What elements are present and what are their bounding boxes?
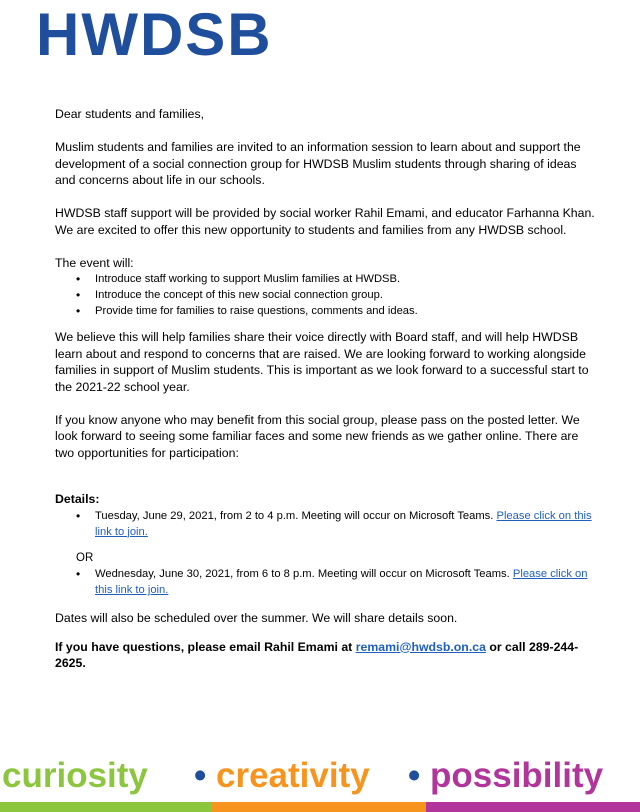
event-item: • Introduce the concept of this new social connection group. xyxy=(55,287,595,303)
event-list xyxy=(55,271,595,319)
footer-dot: • xyxy=(408,756,421,795)
footer-bar-green xyxy=(0,802,212,812)
session-1-text: Tuesday, June 29, 2021, from 2 to 4 p.m. Meeting will occur on Microsoft Teams. xyxy=(95,509,497,522)
hwdsb-logo: HWDSB xyxy=(36,1,273,68)
belief-paragraph: We believe this will help families share their voice directly with Board staff, and will help HWDSB learn about and respond to concerns that are raised. We are looking forward to working alongside families in support of Muslim students. This is important as we look forward to a successful start to the 2021-22 school year. xyxy=(55,330,589,394)
share-paragraph: If you know anyone who may benefit from this social group, please pass on the posted letter. We look forward to seeing some familiar faces and some new friends as we gather online. There are two opportunities for participation: xyxy=(55,412,580,460)
footer-dot: • xyxy=(194,756,207,795)
session-2-link[interactable]: Please click on this link to join. xyxy=(95,568,588,596)
dates-paragraph: Dates will also be scheduled over the summer. We will share details soon. xyxy=(55,611,458,625)
footer-bar-purple xyxy=(426,802,640,812)
session-2-text: Wednesday, June 30, 2021, from 6 to 8 p.m. Meeting will occur on Microsoft Teams. xyxy=(95,568,513,580)
salutation: Dear students and families, xyxy=(55,107,205,121)
or-label: OR xyxy=(76,551,94,564)
intro-paragraph: Muslim students and families are invited to an information session to learn about and support the development of a social connection group for HWDSB Muslim students through sharing of ideas and concerns about life in our schools. xyxy=(55,140,581,187)
footer-word-creativity: creativity xyxy=(216,756,370,795)
footer-word-curiosity: curiosity xyxy=(2,756,148,795)
session-list xyxy=(55,508,595,540)
event-intro: The event will: xyxy=(55,255,134,270)
event-item: • Introduce staff working to support Muslim families at HWDSB. xyxy=(55,271,595,287)
footer-word-possibility: possibility xyxy=(430,756,604,795)
details-title: Details: xyxy=(55,492,100,506)
event-item: • Provide time for families to raise questions, comments and ideas. xyxy=(55,303,595,319)
contact-paragraph xyxy=(55,639,595,672)
session-item-2 xyxy=(55,566,595,598)
session-1-link[interactable]: Please click on this link to join. xyxy=(95,509,592,538)
contact-prefix: If you have questions, please email Rahil Emami at xyxy=(55,639,356,654)
contact-suffix: or call 289-244-2625. xyxy=(55,639,579,670)
footer-banner xyxy=(0,748,640,812)
footer-bar-orange xyxy=(212,802,426,812)
letter-body xyxy=(55,106,595,672)
session-item-1 xyxy=(55,508,595,540)
contact-email-link[interactable]: remami@hwdsb.on.ca xyxy=(355,639,486,654)
session-list-2 xyxy=(55,566,595,598)
staff-paragraph: HWDSB staff support will be provided by social worker Rahil Emami, and educator Farhanna Khan. We are excited to offer this new opportunity to students and families from any HWDSB school. xyxy=(55,206,595,237)
